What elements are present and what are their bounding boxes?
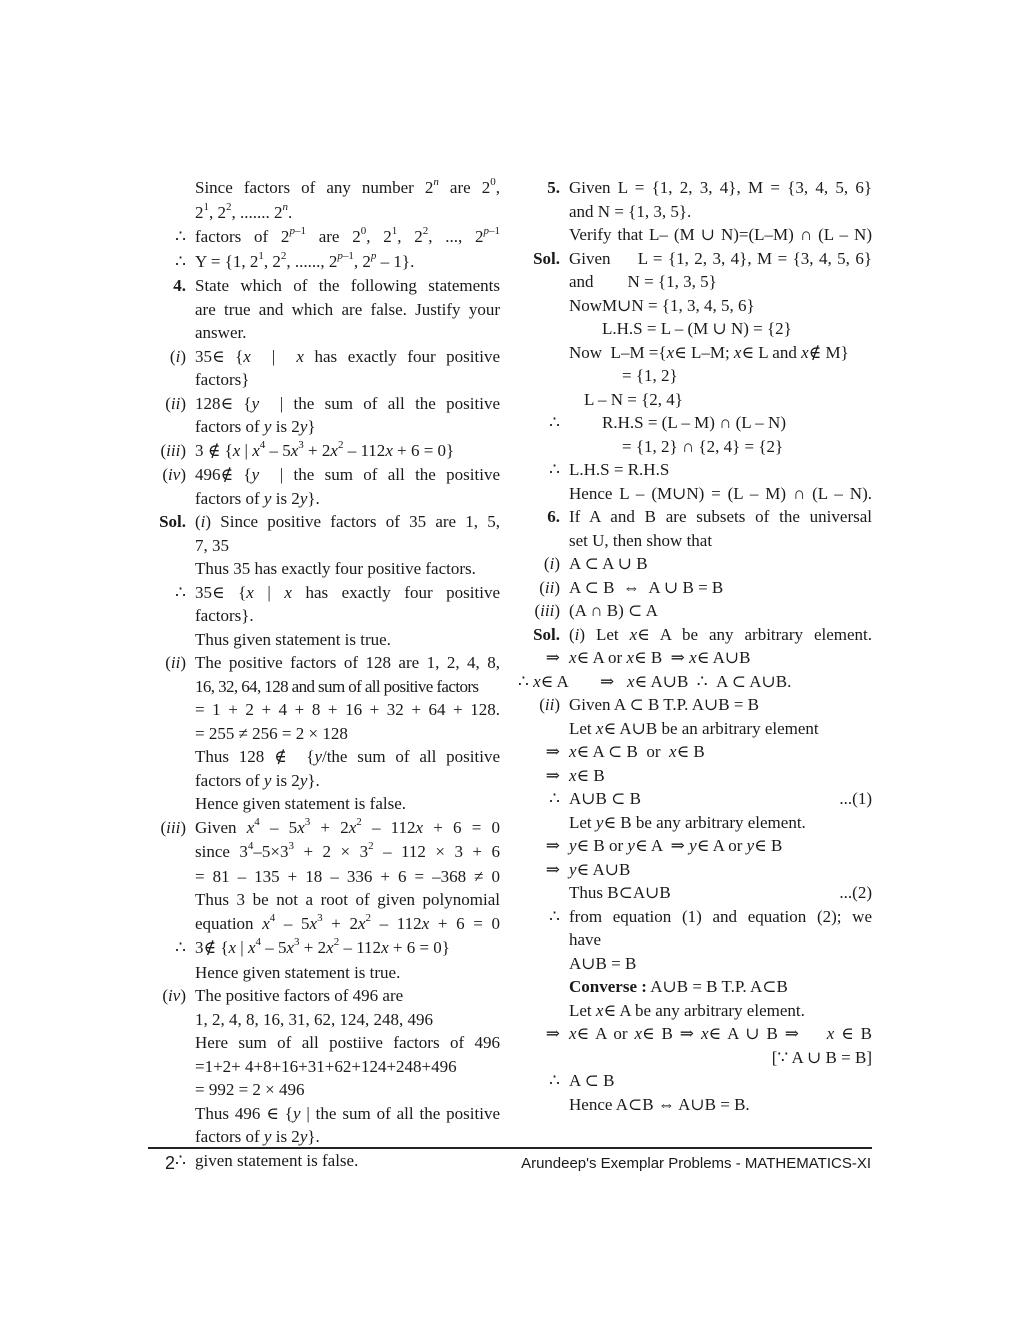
line-text: 7, 35 [195, 535, 229, 555]
line-text: Converse : A∪B = B T.P. A⊂B [569, 977, 788, 996]
line-text: factors of y is 2y} [195, 417, 316, 436]
text-line [148, 816, 500, 841]
text-line [148, 439, 500, 464]
text-line [522, 787, 872, 811]
text-line [148, 463, 500, 487]
line-label: ∴ [549, 789, 560, 808]
line-label: 4. [173, 276, 186, 295]
line-text: If A and B are subsets of the universal [569, 507, 872, 526]
line-text: (A ∩ B) ⊂ A [569, 601, 658, 620]
line-label: ⇒ [545, 648, 560, 667]
text-line [522, 317, 872, 341]
line-label: ⇒ [545, 859, 560, 879]
text-line [522, 411, 872, 435]
text-line [148, 557, 500, 581]
text-line [522, 811, 872, 835]
line-text: Thus 128 ∉ {y/the sum of all positive [195, 747, 500, 766]
text-line [522, 740, 872, 764]
text-line [522, 176, 872, 200]
text-line [148, 274, 500, 298]
line-label: (ii) [165, 393, 186, 413]
line-label: ∴ [549, 1071, 560, 1090]
line-label: ∴ [175, 227, 186, 246]
line-text: L.H.S = L – (M ∪ N) = {2} [602, 319, 792, 338]
line-text: Thus 3 be not a root of given polynomial [195, 890, 500, 909]
line-text: 35∈ {x | x has exactly four positive [195, 582, 500, 602]
line-text: A ⊂ B [569, 1071, 615, 1090]
line-text: = {1, 2} ∩ {2, 4} = {2} [622, 436, 784, 456]
line-label: Sol. [533, 248, 560, 268]
equation-tag: ...(2) [839, 883, 872, 902]
text-line [518, 670, 872, 694]
text-line [148, 651, 500, 675]
line-text: Now L–M ={x∈ L–M; x∈ L and x∉ M} [569, 342, 849, 362]
line-text: factors} [195, 370, 250, 389]
equation-tag: ...(1) [839, 789, 872, 808]
line-text: Hence A⊂B ⇔ A∪B = B. [569, 1094, 750, 1114]
text-line [522, 975, 872, 999]
text-line [522, 505, 872, 529]
text-line [522, 834, 872, 858]
text-line [522, 693, 872, 717]
line-label: (iii) [160, 817, 186, 837]
line-text: factors of y is 2y}. [195, 770, 320, 790]
line-text: Thus B⊂A∪B [569, 883, 671, 902]
text-line [522, 388, 872, 412]
text-line [148, 984, 500, 1008]
line-label: ∴ x∈ A [518, 671, 569, 691]
text-line [522, 1093, 872, 1117]
text-line [522, 458, 872, 482]
text-line [148, 840, 500, 865]
line-text: Here sum of all postiive factors of 496 [195, 1033, 500, 1052]
line-text: = 1 + 2 + 4 + 8 + 16 + 32 + 64 + 128. [195, 700, 500, 719]
line-text: factors}. [195, 606, 254, 625]
line-text: and N = {1, 3, 5} [569, 272, 717, 291]
text-line [148, 487, 500, 511]
line-text: (i) Let x∈ A be any arbitrary element. [569, 624, 872, 644]
line-text: NowM∪N = {1, 3, 4, 5, 6} [569, 295, 755, 315]
line-text: = 81 – 135 + 18 – 336 + 6 = –368 ≠ 0 [195, 866, 500, 886]
line-label: (iv) [162, 986, 186, 1005]
text-line [148, 698, 500, 722]
line-text: y∈ A∪B [569, 859, 631, 879]
line-text: L.H.S = R.H.S [569, 460, 670, 479]
line-label: (i) [169, 346, 186, 366]
text-line [148, 368, 500, 392]
text-line [148, 628, 500, 652]
line-text: given statement is false. [195, 1150, 359, 1170]
text-line [522, 881, 872, 905]
line-text: (i) Since positive factors of 35 are 1, 5, [195, 512, 500, 531]
text-line [522, 952, 872, 976]
line-text: Given L = {1, 2, 3, 4}, M = {3, 4, 5, 6} [569, 248, 872, 268]
text-line [522, 294, 872, 318]
line-text: are true and which are false. Justify your [195, 299, 500, 319]
text-line [522, 200, 872, 224]
line-text: x∈ A or x∈ B ⇒ x∈ A ∪ B ⇒ x ∈ B [569, 1024, 872, 1043]
line-text: Given L = {1, 2, 3, 4}, M = {3, 4, 5, 6} [569, 178, 872, 197]
line-label: (ii) [165, 653, 186, 672]
line-text: Since factors of any number 2$^n$ are $2^0$, [195, 176, 500, 197]
line-label: ⇒ [545, 1024, 560, 1043]
line-label: (iv) [162, 465, 186, 484]
text-line [148, 722, 500, 746]
text-line [148, 510, 500, 534]
line-label: (iii) [534, 601, 560, 620]
line-text: Thus 496 ∈ {y | the sum of all the positive [195, 1103, 501, 1123]
line-text: 3∉ {x | $x^4 - 5x^3 + 2x^2 - 112x + 6 = 0$} [195, 936, 450, 957]
line-text: $2^1$, $2^2$, ....... 2$^n$. [195, 200, 293, 222]
line-text: factors of y is 2y}. [195, 1127, 320, 1146]
line-label: ⇒ [545, 765, 560, 785]
text-line [522, 1069, 872, 1093]
text-line [522, 364, 872, 388]
line-text: The positive factors of 128 are 1, 2, 4, 8, [195, 653, 500, 672]
line-label: ⇒ [545, 742, 560, 761]
text-line [148, 675, 500, 699]
line-text: set U, then show that [569, 530, 713, 550]
line-text: Y = {1, $2^1$, $2^2$, ......, 2$^{p-1}$, 2$^p$ – 1}. [195, 249, 415, 271]
text-line [148, 225, 500, 250]
page-number: 2 [165, 1153, 176, 1173]
equation-tag: [∵ A ∪ B = B] [771, 1047, 872, 1067]
text-line [522, 529, 872, 553]
line-text: x∈ A or x∈ B ⇒ x∈ A∪B [569, 648, 751, 667]
line-text: factors of 2$^{p-1}$ are $2^0$, $2^1$, $2^2$, ..., 2$^{p-1}$ [195, 225, 501, 246]
line-text: =1+2+ 4+8+16+31+62+124+248+496 [195, 1056, 457, 1076]
text-line [148, 321, 500, 345]
line-text: Hence given statement is false. [195, 794, 407, 813]
text-line [148, 345, 500, 369]
line-text: Let y∈ B be any arbitrary element. [569, 812, 806, 832]
line-text: Given A ⊂ B T.P. A∪B = B [569, 695, 760, 714]
text-line [522, 599, 872, 623]
line-text: 128∈ {y | the sum of all the positive [195, 393, 500, 413]
text-line [148, 912, 500, 937]
text-line [148, 1102, 500, 1126]
line-text: Given $x^4 - 5x^3 + 2x^2 - 112x + 6 = 0$ [195, 815, 501, 837]
line-text: A ⊂ B ⇔ A ∪ B = B [569, 577, 724, 597]
text-line [148, 201, 500, 226]
line-label: ∴ [549, 460, 560, 479]
line-text: x∈ B [569, 765, 605, 785]
text-line [522, 552, 872, 576]
line-text: 16, 32, 64, 128 and sum of all positive factors [195, 676, 479, 696]
line-label: Sol. [533, 624, 560, 644]
text-line [148, 250, 500, 275]
text-line [148, 415, 500, 439]
text-line [522, 435, 872, 459]
text-line [522, 341, 872, 365]
line-label: ∴ [175, 582, 186, 602]
line-text: x∈ A ⊂ B or x∈ B [569, 742, 705, 761]
text-line [522, 717, 872, 741]
line-label: ⇒ [545, 836, 560, 855]
running-head: Arundeep's Exemplar Problems - MATHEMATICS-XI [521, 1155, 871, 1172]
line-label: (ii) [539, 577, 560, 597]
text-line [148, 1008, 500, 1032]
line-text: equation $x^4 - 5x^3 + 2x^2 - 112x + 6 = 0$ [195, 911, 500, 933]
text-line [148, 176, 500, 201]
text-line [148, 769, 500, 793]
right-column [518, 176, 872, 1116]
text-line [148, 581, 500, 605]
line-text: State which of the following statements [195, 276, 500, 295]
line-text: y∈ B or y∈ A ⇒ y∈ A or y∈ B [569, 836, 783, 855]
line-text: = {1, 2} [622, 366, 678, 385]
text-line [148, 936, 500, 961]
line-label: 5. [547, 178, 560, 197]
line-text: Verify that L– (M ∪ N)=(L–M) ∩ (L – N) [569, 225, 872, 244]
line-label: ∴ [175, 938, 186, 957]
line-text: The positive factors of 496 are [195, 986, 404, 1005]
line-label: 6. [547, 507, 560, 526]
line-text: Let x∈ A∪B be an arbitrary element [569, 718, 819, 738]
line-text: and N = {1, 3, 5}. [569, 201, 692, 221]
line-text: Thus given statement is true. [195, 629, 391, 649]
text-line [148, 888, 500, 912]
text-line [522, 482, 872, 506]
line-label: ∴ [175, 1150, 186, 1170]
line-text: A ⊂ A ∪ B [569, 554, 648, 573]
line-text: R.H.S = (L – M) ∩ (L – N) [602, 413, 786, 432]
left-column [148, 176, 500, 1172]
line-text: 1, 2, 4, 8, 16, 31, 62, 124, 248, 496 [195, 1009, 433, 1029]
text-line [522, 623, 872, 647]
line-text: Let x∈ A be any arbitrary element. [569, 1000, 805, 1020]
line-label: (i) [543, 554, 560, 573]
footer-rule [148, 1147, 872, 1149]
text-line [148, 1031, 500, 1055]
text-line [148, 1078, 500, 1102]
line-text: Hence L – (M∪N) = (L – M) ∩ (L – N). [569, 483, 872, 503]
line-text: from equation (1) and equation (2); we [569, 906, 872, 926]
line-text: factors of y is 2y}. [195, 488, 320, 508]
text-line [522, 905, 872, 929]
line-text: = 255 ≠ 256 = 2 × 128 [195, 723, 348, 743]
line-label: ∴ [549, 413, 560, 432]
text-line [522, 764, 872, 788]
line-text: ⇒ x∈ A∪B ∴ A ⊂ A∪B. [600, 671, 792, 691]
line-text: have [569, 930, 602, 949]
text-line [148, 604, 500, 628]
line-label: ∴ [175, 251, 186, 271]
line-label: (ii) [539, 695, 560, 714]
text-line [148, 298, 500, 322]
text-line [522, 270, 872, 294]
text-line [522, 576, 872, 600]
line-text: = 992 = 2 × 496 [195, 1080, 305, 1099]
text-line [148, 792, 500, 816]
line-text: A∪B ⊂ B [569, 789, 641, 808]
line-text: 496∉ {y | the sum of all the positive [195, 465, 500, 484]
text-line [522, 1046, 872, 1070]
text-line [522, 999, 872, 1023]
line-text: 35∈ {x | x has exactly four positive [195, 346, 501, 366]
text-line [522, 247, 872, 271]
text-line [522, 858, 872, 882]
line-label: Sol. [159, 512, 186, 531]
text-line [522, 928, 872, 952]
text-line [148, 1149, 500, 1173]
line-text: A∪B = B [569, 953, 637, 973]
text-line [522, 1022, 872, 1046]
line-text: 3 ∉ {x | $x^4 - 5x^3 + 2x^2 - 112x + 6 = 0$} [195, 438, 455, 460]
text-line [522, 646, 872, 670]
text-line [148, 865, 500, 889]
text-line [148, 961, 500, 985]
line-text: answer. [195, 323, 247, 342]
line-text: since $3^4-5\times 3^3 + 2 \times 3^2 - 112 \times 3 + 6$ [195, 840, 500, 861]
text-line [148, 392, 500, 416]
text-line [148, 745, 500, 769]
text-line [522, 223, 872, 247]
line-text: L – N = {2, 4} [584, 389, 683, 409]
line-label: ∴ [549, 906, 560, 926]
text-line [148, 1125, 500, 1149]
line-text: Thus 35 has exactly four positive factors. [195, 559, 476, 578]
text-line [148, 534, 500, 558]
line-label: (iii) [160, 440, 186, 460]
text-line [148, 1055, 500, 1079]
line-text: Hence given statement is true. [195, 962, 401, 982]
